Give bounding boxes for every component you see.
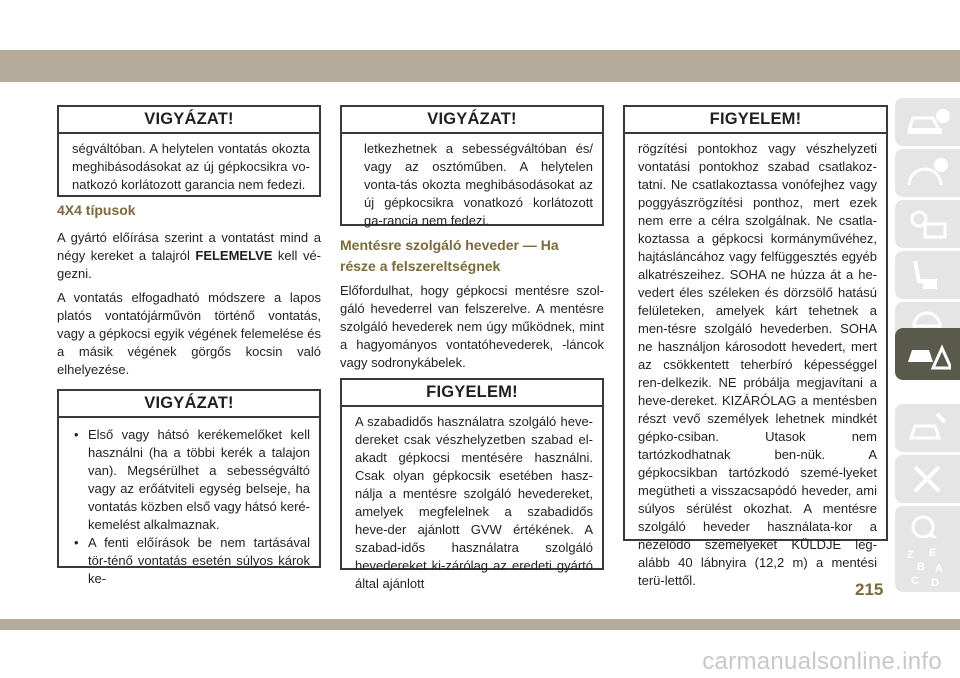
wrench-car-icon — [905, 410, 951, 446]
svg-text:B: B — [917, 561, 925, 573]
paragraph-recovery-strap: Előfordulhat, hogy gépkocsi mentésre szol-gáló hevederrel van felszerelve. A mentésre szolgáló hevederek nem úgy működnek, mint a hagyományos vontatóhevederek, -láncok vagy sodronykábelek. — [340, 283, 604, 370]
tab-sun-envelope[interactable] — [895, 200, 960, 248]
paragraph-text: kell vé-gezni. — [57, 248, 321, 281]
paragraph-4x4-method: A vontatás elfogadható módszere a lapos platós vontatójárművön történő vontatás, vagy a gépkocsi egyik végének felemelése és a másik végének görgős kocsin való elhelyezése. — [57, 290, 321, 377]
warning-text: ségváltóban. A helytelen vontatás okozta meghibásodásokat az új gépkocsikra vo-natkozó korlátozott garancia nem fedezi. — [72, 141, 310, 192]
warning-box-2 — [57, 389, 321, 586]
watermark: carmanualsonline.info — [702, 648, 942, 675]
warning-text: letkezhetnek a sebességváltóban és/ vagy az osztóműben. A helytelen vonta-tás okozta meghibásodásokat az új gépkocsikra vonatkozó korlátozott ga-rancia nem fedezi. — [364, 141, 593, 228]
car-info-icon — [905, 104, 951, 140]
paragraph-4x4-lift — [57, 229, 321, 283]
page-number: 215 — [855, 580, 884, 599]
car-emergency-icon — [905, 334, 951, 374]
caution-text: rögzítési pontokhoz vagy vészhelyzeti vontatási pontokhoz szabad csatlakoz-tatni. Ne csatlakoztassa vonófejhez vagy poggyászrögzítési ponthoz, mert ezek nem erre a célra szolgálnak. Ne csatla-koztassa a gépkocsi kormányművéhez, hajtásláncához vagy felfüggesztés egyéb alkatrészeihez. SOHA ne húzza át a he-vedert éles széleken és dörzsölő hatású felületeken, amelyek kárt tehetnek a men-tésre szolgáló hevederben. SOHA ne használjon károsodott hevedert, mert az csökkentett teherbíró képességgel ren-delkezik. NE próbálja megjavítani a heve-dereket. KIZÁRÓLAG a mentésben részt vevő személyek lehetnek mindkét gépko-csiban. Utasok nem tartózkodhatnak ben-nük. A gépkocsikban tartózkodó szemé-lyeket megütheti a visszacsapódó heveder, ami súlyos sérülést okozhat. A mentésre szolgáló heveder használata-kor a nézelődő személyeket KÜLDJE leg-alább 40 lábnyira (12,2 m) a mentési terü-lettől. — [638, 141, 877, 588]
seat-icon — [905, 257, 951, 293]
alphabet-index-icon — [905, 544, 951, 588]
sun-envelope-icon — [905, 206, 951, 242]
tab-wrench-car[interactable] — [895, 404, 960, 452]
bottom-band — [0, 619, 960, 630]
tab-emergency[interactable] — [895, 328, 960, 380]
tools-icon — [905, 461, 951, 497]
warning-box-3 — [340, 105, 604, 226]
caution-title: FIGYELEM! — [625, 107, 886, 134]
caution-title: FIGYELEM! — [342, 380, 602, 407]
tab-seat[interactable] — [895, 251, 960, 299]
warning-list — [72, 426, 310, 588]
warning-title: VIGYÁZAT! — [59, 107, 319, 134]
paragraph-text: A gyártó előírása szerint a vontatást mind a négy kereket a talajról — [57, 230, 321, 263]
list-item: • Első vagy hátsó kerékemelőket kell használni (ha a többi kerék a talajon van). Megsérülhet a sebességváltó vagy az erőátviteli egység belseje, ha vontatás közben első vagy hátsó keré-kemelést alkalmaznak. — [72, 426, 310, 534]
caution-box-1 — [340, 378, 604, 591]
dashboard-warning-icon — [905, 155, 951, 191]
section-heading-recovery-strap: Mentésre szolgáló heveder — Ha része a felszereltségnek — [340, 237, 559, 274]
tab-tools[interactable] — [895, 455, 960, 503]
tab-dashboard-warning[interactable] — [895, 149, 960, 197]
section-heading-4x4: 4X4 típusok — [57, 202, 136, 218]
warning-title: VIGYÁZAT! — [342, 107, 602, 134]
warning-title: VIGYÁZAT! — [59, 391, 319, 418]
tab-car-info[interactable] — [895, 98, 960, 146]
svg-text:D: D — [931, 577, 939, 588]
svg-text:Z: Z — [907, 549, 914, 561]
svg-text:E: E — [929, 547, 937, 559]
warning-box-1 — [57, 105, 321, 197]
svg-text:A: A — [935, 563, 943, 575]
svg-text:C: C — [911, 575, 919, 587]
caution-box-2 — [623, 105, 888, 588]
caution-text: A szabadidős használatra szolgáló heve-dereket csak vészhelyzetben szabad el-akadt gépkocsi mentésére használni. Csak olyan gépkocsik esetében hasz-nálja a mentésre szolgáló hevedereket, amelyek megfelelnek a szabadidős heve-der ajánlott GVW értékének. A szabad-idős használatra szolgáló hevedereket ki-zárólag az eredeti gyártó által ajánlott — [355, 414, 593, 591]
paragraph-bold-text: FELEMELVE — [195, 248, 273, 263]
top-band — [0, 50, 960, 82]
tab-index[interactable] — [895, 538, 960, 592]
list-item: • A fenti előírások be nem tartásával tör-ténő vontatás esetén súlyos károk ke- — [72, 534, 310, 588]
